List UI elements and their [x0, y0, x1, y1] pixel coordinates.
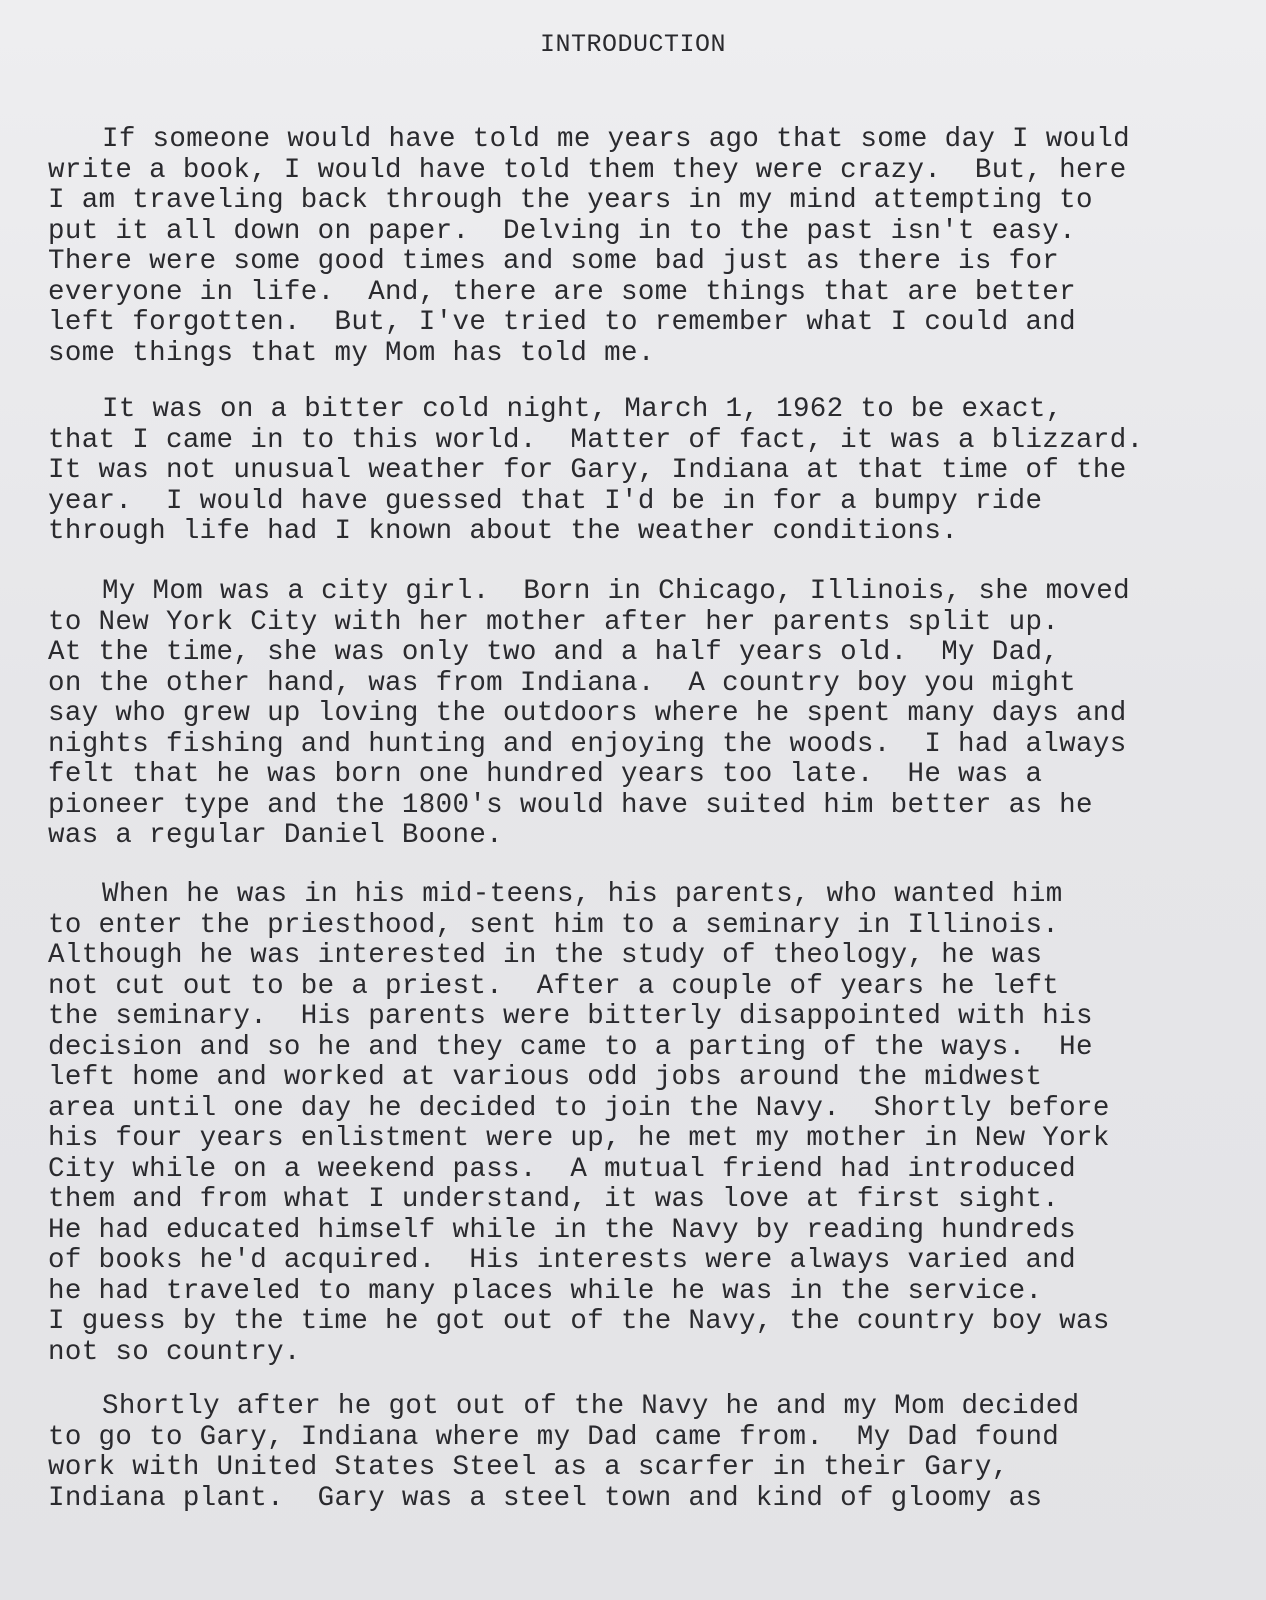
text-line: of books he'd acquired. His interests were always varied and	[48, 1245, 1077, 1276]
text-line: put it all down on paper. Delving in to the past isn't easy.	[48, 215, 1077, 247]
text-line: not cut out to be a priest. After a couple of years he left	[48, 970, 1060, 1002]
text-line: It was not unusual weather for Gary, Indiana at that time of the	[48, 455, 1127, 486]
text-line: he had traveled to many places while he was in the service.	[48, 1275, 1043, 1307]
text-line: Shortly after he got out of the Navy he and my Mom decided	[102, 1391, 1080, 1422]
text-line: area until one day he decided to join the Navy. Shortly before	[48, 1092, 1110, 1124]
paragraph-5	[48, 1392, 1266, 1514]
text-line: was a regular Daniel Boone.	[48, 820, 504, 851]
text-line: to New York City with her mother after her parents split up.	[48, 606, 1060, 638]
text-line: It was on a bitter cold night, March 1, 1962 to be exact,	[102, 394, 1063, 425]
text-line: left forgotten. But, I've tried to remember what I could and	[48, 307, 1077, 338]
text-line: pioneer type and the 1800's would have suited him better as he	[48, 789, 1093, 821]
text-line: If someone would have told me years ago that some day I would	[102, 124, 1131, 155]
text-line: I guess by the time he got out of the Navy, the country boy was	[48, 1306, 1110, 1337]
text-line: that I came in to this world. Matter of fact, it was a blizzard.	[48, 424, 1144, 456]
text-line: When he was in his mid-teens, his parents, who wanted him	[102, 879, 1063, 910]
text-line: through life had I known about the weather conditions.	[48, 516, 959, 547]
text-line: year. I would have guessed that I'd be in for a bumpy ride	[48, 485, 1043, 517]
text-line: some things that my Mom has told me.	[48, 337, 655, 369]
text-line: to go to Gary, Indiana where my Dad came from. My Dad found	[48, 1421, 1060, 1453]
text-line: nights fishing and hunting and enjoying the woods. I had always	[48, 728, 1127, 760]
text-line: everyone in life. And, there are some things that are better	[48, 276, 1077, 308]
text-line: to enter the priesthood, sent him to a seminary in Illinois.	[48, 909, 1060, 941]
text-line: Although he was interested in the study of theology, he was	[48, 940, 1043, 971]
paragraph-3	[48, 577, 1266, 852]
text-line: say who grew up loving the outdoors where he spent many days and	[48, 698, 1127, 729]
text-line: the seminary. His parents were bitterly disappointed with his	[48, 1001, 1093, 1032]
text-line: There were some good times and some bad just as there is for	[48, 246, 1060, 277]
text-line: them and from what I understand, it was love at first sight.	[48, 1184, 1060, 1215]
text-line: left home and worked at various odd jobs around the midwest	[48, 1062, 1043, 1093]
text-line: At the time, she was only two and a half years old. My Dad,	[48, 637, 1060, 668]
text-line: not so country.	[48, 1336, 301, 1368]
text-line: I am traveling back through the years in my mind attempting to	[48, 185, 1093, 216]
text-line: City while on a weekend pass. A mutual friend had introduced	[48, 1153, 1077, 1185]
text-line: write a book, I would have told them they were crazy. But, here	[48, 154, 1127, 186]
text-line: He had educated himself while in the Navy by reading hundreds	[48, 1214, 1077, 1246]
paragraph-4	[48, 880, 1266, 1368]
text-line: on the other hand, was from Indiana. A country boy you might	[48, 667, 1077, 699]
text-line: his four years enlistment were up, he met my mother in New York	[48, 1123, 1110, 1154]
text-line: My Mom was a city girl. Born in Chicago, Illinois, she moved	[102, 576, 1131, 607]
text-line: felt that he was born one hundred years too late. He was a	[48, 759, 1043, 790]
text-line: decision and so he and they came to a parting of the ways. He	[48, 1031, 1093, 1063]
text-line: work with United States Steel as a scarfer in their Gary,	[48, 1452, 1009, 1483]
paragraph-1	[48, 125, 1266, 369]
text-line: Indiana plant. Gary was a steel town and kind of gloomy as	[48, 1482, 1043, 1514]
page-title: INTRODUCTION	[539, 30, 727, 59]
paragraph-2	[48, 395, 1266, 548]
